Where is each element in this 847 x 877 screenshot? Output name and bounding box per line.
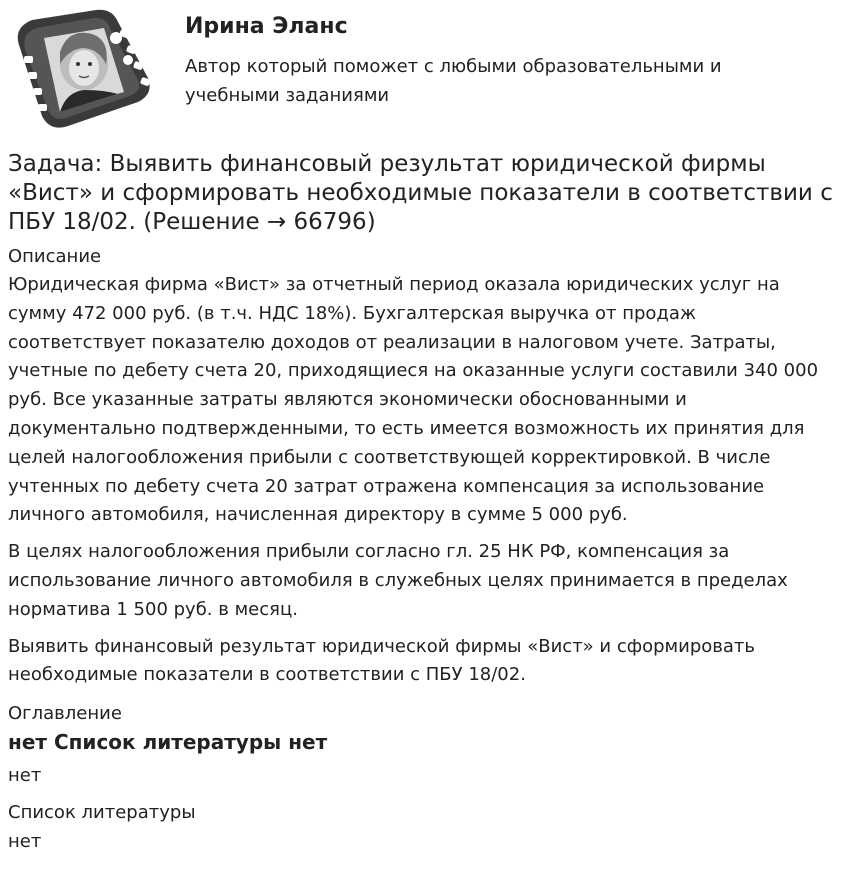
task-title: Задача: Выявить финансовый результат юридической фирмы «Вист» и сформировать необходимые показатели в соответствии с ПБУ 18/02. (Решение → 66796) [8,151,833,235]
description-label: Описание [8,246,102,267]
toc-label: Оглавление [8,703,122,725]
author-card [8,8,838,128]
description-paragraph-2: В целях налогообложения прибыли согласно гл. 25 НК РФ, компенсация за использование личного автомобиля в служебных целях принимается в пределах норматива 1 500 руб. в месяц. [8,541,788,620]
literature-label: Список литературы [8,802,196,824]
literature-value: нет [8,831,42,853]
author-name: Ирина Эланс [185,14,348,39]
toc-heading: нет Список литературы нет [8,730,328,755]
description-paragraph-3: Выявить финансовый результат юридической фирмы «Вист» и сформировать необходимые показатели в соответствии с ПБУ 18/02. [8,635,755,686]
author-avatar [8,8,153,128]
toc-value: нет [8,765,42,787]
author-description: Автор который поможет с любыми образовательными и учебными заданиями [185,56,722,106]
task-content [8,150,838,856]
description-paragraph-1: Юридическая фирма «Вист» за отчетный период оказала юридических услуг на сумму 472 000 руб. (в т.ч. НДС 18%). Бухгалтерская выручка от продаж соответствует показателю доходов от реализации в налоговом учете. Затраты, учетные по дебету счета 20, приходящиеся на оказанные услуги составили 340 000 руб. Все указанные затраты являются экономически обоснованными и документально подтвержденными, то есть имеется возможность их принятия для целей налогообложения прибыли с соответствующей корректировкой. В числе учтенных по дебету счета 20 затрат отражена компенсация за использование личного автомобиля, начисленная директору в сумме 5 000 руб. [8,274,819,526]
